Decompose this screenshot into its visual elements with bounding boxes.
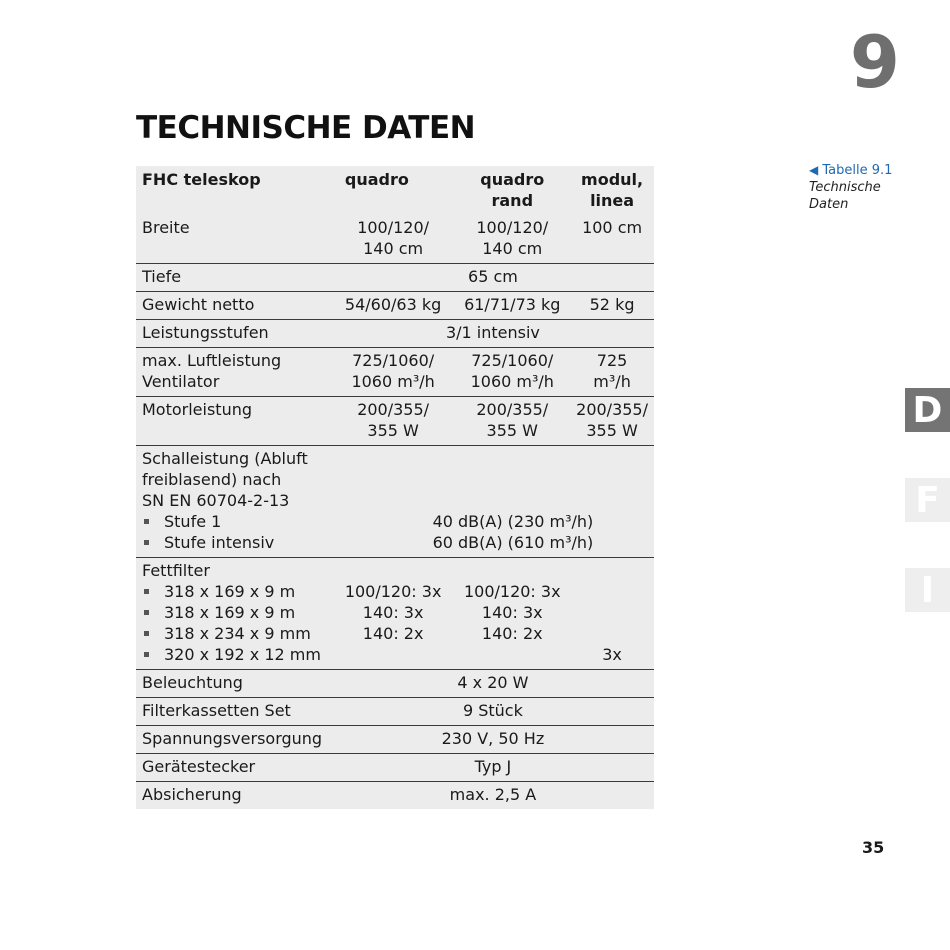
- table-reference-label: Tabelle 9.1: [822, 163, 893, 178]
- cell-value: 100 cm: [570, 215, 654, 264]
- list-item: 320 x 192 x 12 mm: [142, 644, 326, 665]
- cell-value: 230 V, 50 Hz: [332, 726, 654, 754]
- cell-value: 725/1060/ 1060 m³/h: [332, 348, 455, 397]
- cell-value: 9 Stück: [332, 698, 654, 726]
- cell-value: 54/60/63 kg: [332, 292, 455, 320]
- cell-value: 200/355/ 355 W: [454, 397, 570, 446]
- language-tab-f[interactable]: F: [905, 478, 950, 522]
- cell-value: 100/120/ 140 cm: [454, 215, 570, 264]
- cell-value: 725 m³/h: [570, 348, 654, 397]
- row-label: Leistungsstufen: [136, 320, 332, 348]
- cell-value: 100/120: 3x 140: 3x 140: 2x: [454, 558, 570, 670]
- table-row: [136, 558, 654, 670]
- cell-value: 40 dB(A) (230 m³/h) 60 dB(A) (610 m³/h): [332, 446, 654, 558]
- table-reference: [809, 162, 892, 179]
- table-row: [136, 215, 654, 264]
- table-caption: [809, 162, 892, 213]
- table-row: [136, 320, 654, 348]
- list-item: Stufe intensiv: [142, 532, 326, 553]
- list-item: 318 x 169 x 9 m: [142, 581, 326, 602]
- header-modul-linea: modul, linea: [581, 170, 644, 210]
- table-header-row: [136, 166, 654, 215]
- chapter-number: 9: [849, 20, 900, 104]
- page-number: 35: [862, 838, 885, 857]
- table-row: [136, 397, 654, 446]
- row-label: Fettfilter 318 x 169 x 9 m 318 x 169 x 9 m 318 x 234 x 9 mm 320 x 192 x 12 mm: [136, 558, 332, 670]
- table-caption-line: Technische: [809, 180, 881, 195]
- row-label: Gerätestecker: [136, 754, 332, 782]
- row-label: Gewicht netto: [136, 292, 332, 320]
- table-row: [136, 446, 654, 558]
- row-label: Breite: [136, 215, 332, 264]
- row-label: Tiefe: [136, 264, 332, 292]
- list-item: 318 x 234 x 9 mm: [142, 623, 326, 644]
- header-product: FHC teleskop: [142, 170, 261, 189]
- table-row: [136, 348, 654, 397]
- cell-value: 61/71/73 kg: [454, 292, 570, 320]
- table-row: [136, 726, 654, 754]
- table-row: [136, 264, 654, 292]
- cell-value: 725/1060/ 1060 m³/h: [454, 348, 570, 397]
- list-item: 318 x 169 x 9 m: [142, 602, 326, 623]
- cell-value: max. 2,5 A: [449, 785, 537, 804]
- cell-value: 200/355/ 355 W: [570, 397, 654, 446]
- cell-value: 3x: [570, 558, 654, 670]
- table-caption-line: Daten: [809, 197, 849, 212]
- table-row: [136, 782, 654, 810]
- technical-data-table: [136, 166, 654, 809]
- left-arrow-icon: ◀: [809, 163, 819, 177]
- list-item: Stufe 1: [142, 511, 326, 532]
- cell-value: 3/1 intensiv: [332, 320, 654, 348]
- cell-value: 4 x 20 W: [332, 670, 654, 698]
- table-row: [136, 698, 654, 726]
- row-label: Spannungsversorgung: [136, 726, 332, 754]
- row-label: Filterkassetten Set: [136, 698, 332, 726]
- cell-value: 100/120/ 140 cm: [332, 215, 455, 264]
- row-label: max. Luftleistung Ventilator: [136, 348, 332, 397]
- header-quadro: quadro: [344, 170, 409, 189]
- cell-value: 52 kg: [570, 292, 654, 320]
- cell-value: 100/120: 3x 140: 3x 140: 2x: [332, 558, 455, 670]
- language-tab-d[interactable]: D: [905, 388, 950, 432]
- table-row: [136, 754, 654, 782]
- row-label: Absicherung: [142, 785, 242, 804]
- page-title: TECHNISCHE DATEN: [136, 110, 476, 146]
- row-label: Schalleistung (Abluft freiblasend) nach SN EN 60704-2-13 Stufe 1 Stufe intensiv: [136, 446, 332, 558]
- cell-value: 200/355/ 355 W: [332, 397, 455, 446]
- language-tab-i[interactable]: I: [905, 568, 950, 612]
- cell-value: 65 cm: [332, 264, 654, 292]
- table-row: [136, 670, 654, 698]
- cell-value: Typ J: [332, 754, 654, 782]
- table-row: [136, 292, 654, 320]
- row-label: Motorleistung: [136, 397, 332, 446]
- row-label: Beleuchtung: [136, 670, 332, 698]
- header-quadro-rand: quadro rand: [480, 170, 545, 210]
